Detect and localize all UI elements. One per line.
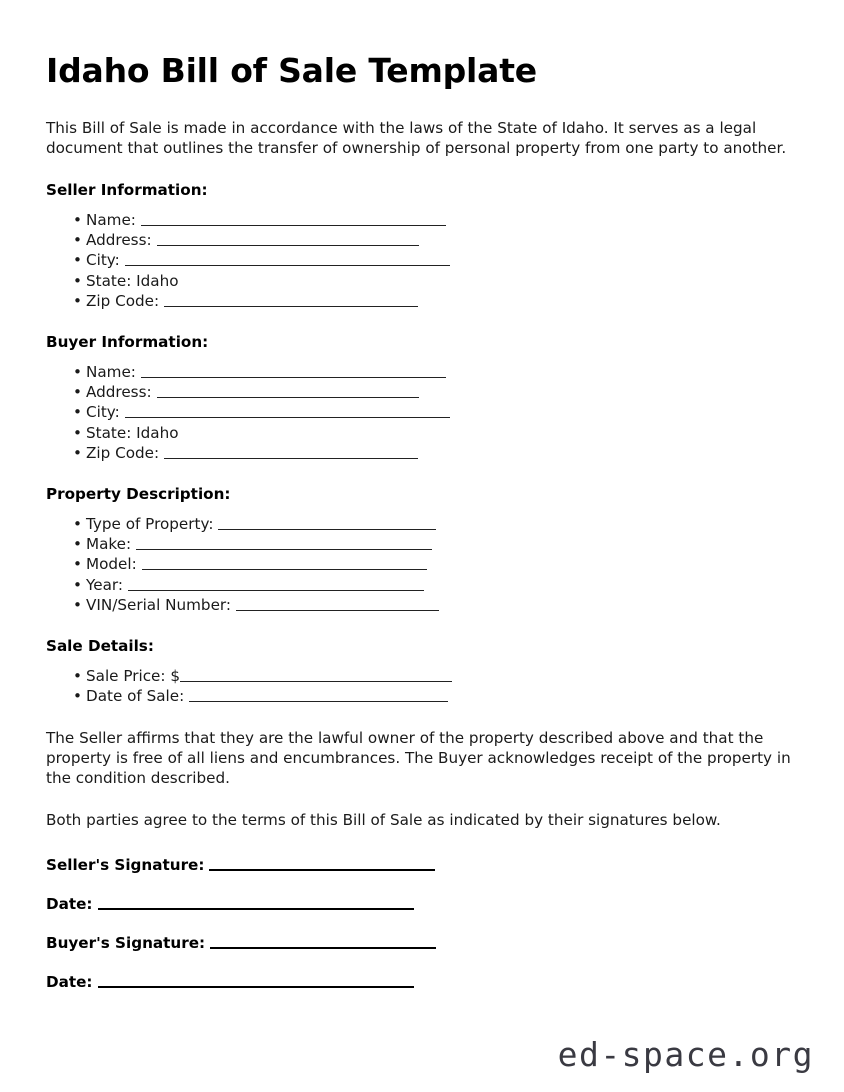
form-field-row — [46, 271, 796, 291]
form-field-row — [46, 382, 796, 402]
fill-in-blank-line[interactable] — [236, 598, 439, 611]
signature-block — [46, 856, 796, 991]
fill-in-blank-line[interactable] — [141, 365, 446, 378]
signature-row — [46, 934, 796, 952]
form-field-label: City: — [86, 251, 120, 270]
form-field-label: Name: — [86, 210, 136, 229]
form-field-label: Address: — [86, 231, 152, 250]
form-field-row — [46, 443, 796, 463]
site-watermark: ed-space.org — [557, 1035, 814, 1074]
fill-in-blank-line[interactable] — [128, 578, 424, 591]
page-title: Idaho Bill of Sale Template — [46, 51, 537, 90]
form-field-row — [46, 362, 796, 382]
form-field-label: VIN/Serial Number: — [86, 595, 232, 614]
fill-in-blank-line[interactable] — [136, 537, 432, 550]
signature-row — [46, 973, 796, 991]
fill-in-blank-line[interactable] — [142, 557, 427, 570]
property-field-list — [46, 514, 796, 615]
signature-blank-line[interactable] — [98, 974, 414, 988]
fill-in-blank-line[interactable] — [180, 669, 452, 682]
signature-blank-line[interactable] — [209, 857, 435, 871]
form-field-label: State: Idaho — [86, 271, 179, 290]
signature-label: Seller's Signature: — [46, 856, 205, 875]
form-field-row — [46, 423, 796, 443]
form-field-label: Sale Price: $ — [86, 666, 180, 685]
buyer-information-section — [46, 333, 796, 463]
form-field-label: Address: — [86, 383, 152, 402]
form-field-label: Model: — [86, 555, 137, 574]
sale-details-heading: Sale Details: — [46, 636, 154, 655]
sale-details-section — [46, 637, 796, 706]
fill-in-blank-line[interactable] — [164, 294, 418, 307]
form-field-label: Zip Code: — [86, 291, 160, 310]
agreement-paragraph: Both parties agree to the terms of this Bill of Sale as indicated by their signatures below. — [46, 811, 721, 830]
form-field-row — [46, 666, 796, 686]
fill-in-blank-line[interactable] — [189, 689, 448, 702]
form-field-row — [46, 554, 796, 574]
signature-blank-line[interactable] — [210, 935, 436, 949]
form-field-row — [46, 514, 796, 534]
form-field-row — [46, 210, 796, 230]
form-field-row — [46, 686, 796, 706]
fill-in-blank-line[interactable] — [125, 253, 450, 266]
property-description-heading: Property Description: — [46, 484, 231, 503]
fill-in-blank-line[interactable] — [218, 517, 436, 530]
form-field-label: City: — [86, 403, 120, 422]
signature-label: Date: — [46, 895, 93, 914]
form-field-label: Make: — [86, 535, 132, 554]
form-field-row — [46, 230, 796, 250]
signature-blank-line[interactable] — [98, 896, 414, 910]
document-body — [46, 52, 796, 1012]
form-field-row — [46, 291, 796, 311]
fill-in-blank-line[interactable] — [164, 446, 418, 459]
form-field-row — [46, 575, 796, 595]
seller-field-list — [46, 210, 796, 311]
buyer-field-list — [46, 362, 796, 463]
sale-field-list — [46, 666, 796, 706]
form-field-label: Zip Code: — [86, 443, 160, 462]
fill-in-blank-line[interactable] — [125, 405, 450, 418]
fill-in-blank-line[interactable] — [157, 385, 419, 398]
form-field-label: Year: — [86, 575, 124, 594]
form-field-label: State: Idaho — [86, 423, 179, 442]
signature-label: Buyer's Signature: — [46, 934, 206, 953]
form-field-label: Type of Property: — [86, 514, 214, 533]
form-field-row — [46, 402, 796, 422]
signature-row — [46, 895, 796, 913]
form-field-row — [46, 595, 796, 615]
form-field-label: Date of Sale: — [86, 687, 185, 706]
signature-label: Date: — [46, 973, 93, 992]
form-field-row — [46, 250, 796, 270]
buyer-information-heading: Buyer Information: — [46, 332, 209, 351]
intro-paragraph: This Bill of Sale is made in accordance with the laws of the State of Idaho. It serves as a legal document that outlines the transfer of ownership of personal property from one party to another. — [46, 118, 787, 157]
fill-in-blank-line[interactable] — [141, 213, 446, 226]
form-field-row — [46, 534, 796, 554]
affirmation-paragraph: The Seller affirms that they are the lawful owner of the property described above and that the property is free of all liens and encumbrances. The Buyer acknowledges receipt of the property in the condition described. — [46, 729, 791, 788]
form-field-label: Name: — [86, 362, 136, 381]
fill-in-blank-line[interactable] — [157, 233, 419, 246]
seller-information-section — [46, 181, 796, 311]
seller-information-heading: Seller Information: — [46, 180, 208, 199]
signature-row — [46, 856, 796, 874]
property-description-section — [46, 485, 796, 615]
